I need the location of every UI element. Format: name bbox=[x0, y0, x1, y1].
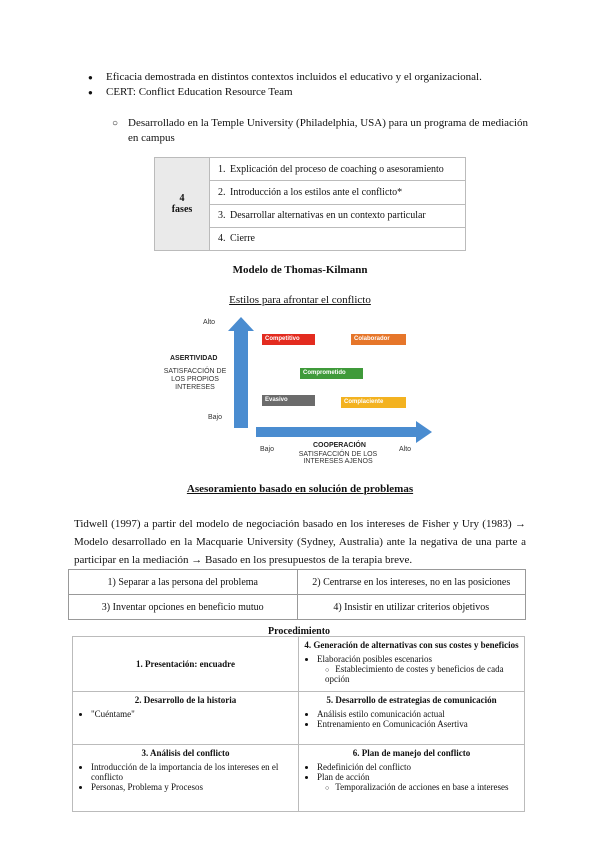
bullet-item: ● Eficacia demostrada en distintos contextos incluidos el educativo y el organizacional. bbox=[88, 70, 538, 85]
step-3-item: • Personas, Problema y Procesos bbox=[91, 782, 294, 792]
step-3-cell bbox=[73, 745, 299, 812]
step-4-subitem: ○ Establecimiento de costes y beneficios de cada opción bbox=[325, 664, 520, 684]
step-4-item: • Elaboración posibles escenarios bbox=[317, 654, 520, 664]
principle-cell: 2) Centrarse en los intereses, no en las posiciones bbox=[297, 570, 526, 595]
style-colaborador: Colaborador bbox=[351, 334, 406, 345]
principle-cell: 3) Inventar opciones en beneficio mutuo bbox=[69, 595, 298, 620]
principle-cell: 4) Insistir en utilizar criterios objetivos bbox=[297, 595, 526, 620]
step-6-title: 6. Plan de manejo del conflicto bbox=[352, 748, 471, 758]
phase-number: 3. bbox=[218, 210, 226, 222]
step-6-item: • Redefinición del conflicto bbox=[317, 762, 520, 772]
step-3-item: • Introducción de la importancia de los intereses en el conflicto bbox=[91, 762, 294, 782]
step-2-title: 2. Desarrollo de la historia bbox=[134, 695, 237, 705]
horizontal-arrow bbox=[256, 421, 432, 443]
phases-label-word: fases bbox=[171, 204, 193, 215]
bullet-list bbox=[88, 70, 538, 100]
phase-text: Explicación del proceso de coaching o asesoramiento bbox=[230, 163, 444, 175]
phase-text: Cierre bbox=[230, 233, 255, 245]
style-competitivo: Competitivo bbox=[262, 334, 315, 345]
phase-text: Introducción a los estilos ante el conflicto* bbox=[230, 186, 403, 198]
step-6-cell bbox=[299, 745, 525, 812]
step-2-cell bbox=[73, 692, 299, 745]
step-6-subitem: ○ Temporalización de acciones en base a intereses bbox=[325, 782, 520, 792]
phase-number: 1. bbox=[218, 163, 226, 175]
x-axis-subtitle: SATISFACCIÓN DE LOS INTERESES AJENOS bbox=[298, 451, 378, 465]
x-axis-low: Bajo bbox=[260, 446, 275, 453]
circle-bullet-icon: ○ bbox=[112, 118, 119, 129]
y-axis-title: ASERTIVIDAD bbox=[170, 355, 218, 362]
step-4-cell bbox=[299, 637, 525, 692]
phase-item bbox=[210, 158, 466, 181]
style-complaciente: Complaciente bbox=[341, 397, 406, 408]
step-5-cell bbox=[299, 692, 525, 745]
step-5-title: 5. Desarrollo de estrategias de comunicación bbox=[326, 695, 497, 705]
x-axis-high: Alto bbox=[399, 446, 412, 453]
bullet-item: ● CERT: Conflict Education Resource Team bbox=[88, 85, 538, 100]
step-1-title: 1. Presentación: encuadre bbox=[136, 659, 235, 669]
x-axis-title: COOPERACIÓN bbox=[313, 442, 366, 449]
step-6-item: • Plan de acción bbox=[317, 772, 520, 782]
step-5-item: • Análisis estilo comunicación actual bbox=[317, 709, 520, 719]
procedure-table bbox=[72, 636, 525, 812]
principle-cell: 1) Separar a las persona del problema bbox=[69, 570, 298, 595]
y-axis-low: Bajo bbox=[208, 414, 223, 421]
phase-number: 4. bbox=[218, 233, 226, 245]
phase-number: 2. bbox=[218, 186, 226, 198]
phase-item bbox=[210, 181, 466, 204]
model-subtitle: Estilos para afrontar el conflicto bbox=[229, 294, 371, 306]
sub-bullet bbox=[112, 116, 528, 146]
intro-paragraph: Tidwell (1997) a partir del modelo de negociación basado en los intereses de Fisher y Ury (1983) → Modelo desarrollado en la Macquarie University (Sydney, Australia) ante la negativa de una parte a participar en la mediación → Basado en los presupuestos de la terapia breve. bbox=[74, 518, 526, 566]
section-title: Asesoramiento basado en solución de problemas bbox=[186, 483, 414, 495]
style-comprometido: Comprometido bbox=[300, 368, 363, 379]
phases-label-number: 4 bbox=[179, 193, 185, 204]
step-2-item: • "Cuéntame" bbox=[91, 709, 294, 719]
phases-table bbox=[154, 157, 466, 251]
model-title: Modelo de Thomas-Kilmann bbox=[232, 264, 368, 276]
step-4-title: 4. Generación de alternativas con sus costes y beneficios bbox=[304, 640, 519, 650]
y-axis-subtitle: SATISFACCIÓN DE LOS PROPIOS INTERESES bbox=[163, 368, 227, 391]
phase-item bbox=[210, 204, 466, 227]
sub-bullet-text: Desarrollado en la Temple University (Philadelphia, USA) para un programa de mediación en campus bbox=[128, 117, 528, 144]
phases-label bbox=[155, 158, 210, 251]
phase-item bbox=[210, 227, 466, 250]
step-1-cell bbox=[73, 637, 299, 692]
step-3-title: 3. Análisis del conflicto bbox=[141, 748, 230, 758]
style-evasivo: Evasivo bbox=[262, 395, 315, 406]
step-5-item: • Entrenamiento en Comunicación Asertiva bbox=[317, 719, 520, 729]
procedure-title: Procedimiento bbox=[268, 626, 331, 637]
principles-table bbox=[68, 569, 526, 620]
phase-text: Desarrollar alternativas en un contexto particular bbox=[230, 210, 426, 222]
thomas-kilmann-diagram bbox=[163, 315, 440, 465]
vertical-arrow bbox=[228, 317, 254, 428]
y-axis-high: Alto bbox=[203, 319, 216, 326]
